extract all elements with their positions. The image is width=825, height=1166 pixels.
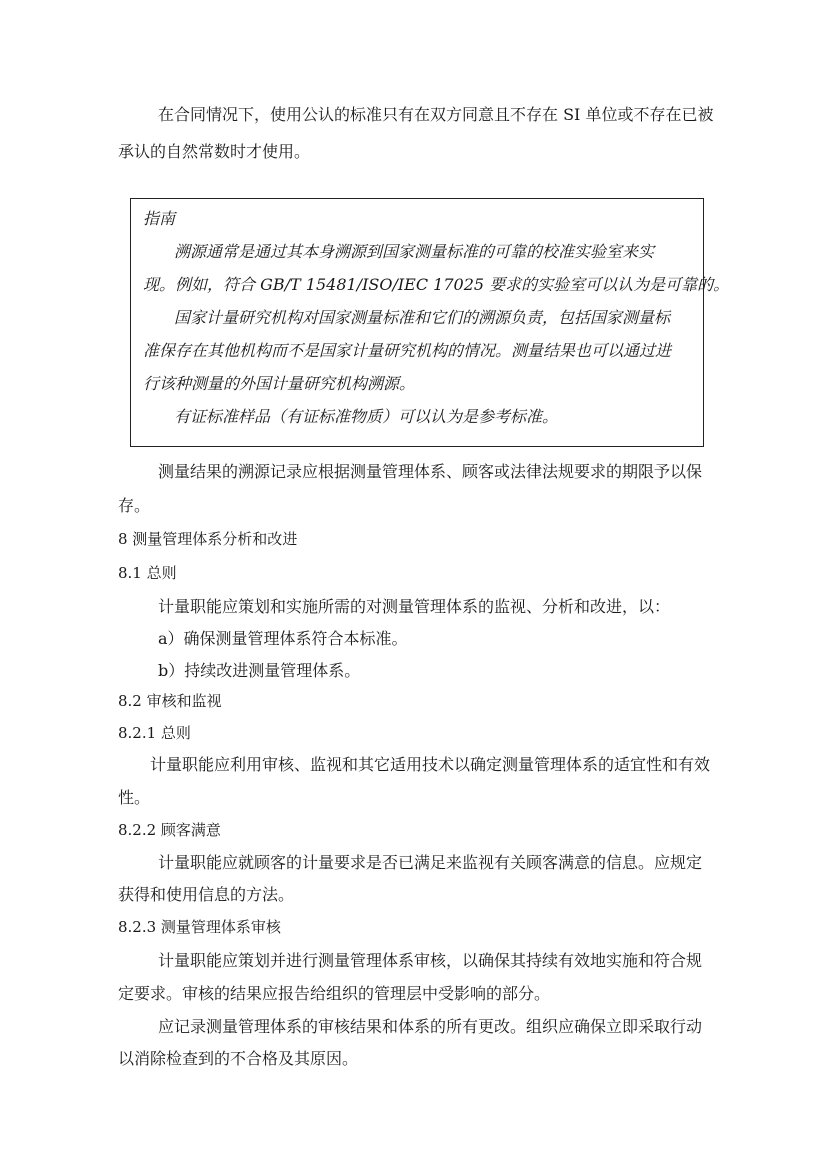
section-8-1-heading: 8.1 总则 [118,564,177,582]
section-8-2-2-line-2: 获得和使用信息的方法。 [118,885,295,904]
guide-line: 准保存在其他机构而不是国家计量研究机构的情况。测量结果也可以通过进 [143,341,672,360]
record-line-2: 存。 [118,496,151,515]
intro-line-1: 在合同情况下，使用公认的标准只有在双方同意且不存在 SI 单位或不存在已被 [158,105,714,124]
section-8-2-3-p2-line-2: 以消除检查到的不合格及其原因。 [118,1049,359,1068]
guide-line: 国家计量研究机构对国家测量标准和它们的溯源负责，包括国家测量标 [174,308,671,327]
section-8-2-1-heading: 8.2.1 总则 [118,724,191,742]
guide-line: 现。例如，符合 GB/T 15481/ISO/IEC 17025 要求的实验室可以认为是可靠的。 [143,275,730,294]
list-item-a: a）确保测量管理体系符合本标准。 [158,629,408,648]
section-8-2-3-p1-line-1: 计量职能应策划并进行测量管理体系审核，以确保其持续有效地实施和符合规 [158,951,703,970]
section-8-2-heading: 8.2 审核和监视 [118,692,222,710]
section-8-2-1-line-1: 计量职能应利用审核、监视和其它适用技术以确定测量管理体系的适宜性和有效 [150,755,711,774]
section-8-2-1-line-2: 性。 [118,788,151,807]
list-item-b: b）持续改进测量管理体系。 [158,661,361,680]
intro-line-2: 承认的自然常数时才使用。 [118,142,311,161]
guide-line: 有证标准样品（有证标准物质）可以认为是参考标准。 [174,407,559,426]
guide-line: 溯源通常是通过其本身溯源到国家测量标准的可靠的校准实验室来实 [174,242,655,261]
section-8-2-3-p2-line-1: 应记录测量管理体系的审核结果和体系的所有更改。组织应确保立即采取行动 [158,1017,703,1036]
section-8-2-3-heading: 8.2.3 测量管理体系审核 [118,918,281,936]
section-8-2-2-heading: 8.2.2 顾客满意 [118,821,221,839]
section-8-heading: 8 测量管理体系分析和改进 [118,530,298,548]
guide-box [130,198,730,447]
section-8-1-text: 计量职能应策划和实施所需的对测量管理体系的监视、分析和改进，以： [158,597,671,616]
section-8-2-2-line-1: 计量职能应就顾客的计量要求是否已满足来监视有关顾客满意的信息。应规定 [158,853,703,872]
guide-line: 行该种测量的外国计量研究机构溯源。 [143,374,416,393]
section-8-2-3-p1-line-2: 定要求。审核的结果应报告给组织的管理层中受影响的部分。 [118,984,551,1003]
record-line-1: 测量结果的溯源记录应根据测量管理体系、顾客或法律法规要求的期限予以保 [158,462,703,481]
guide-title: 指南 [143,209,176,228]
